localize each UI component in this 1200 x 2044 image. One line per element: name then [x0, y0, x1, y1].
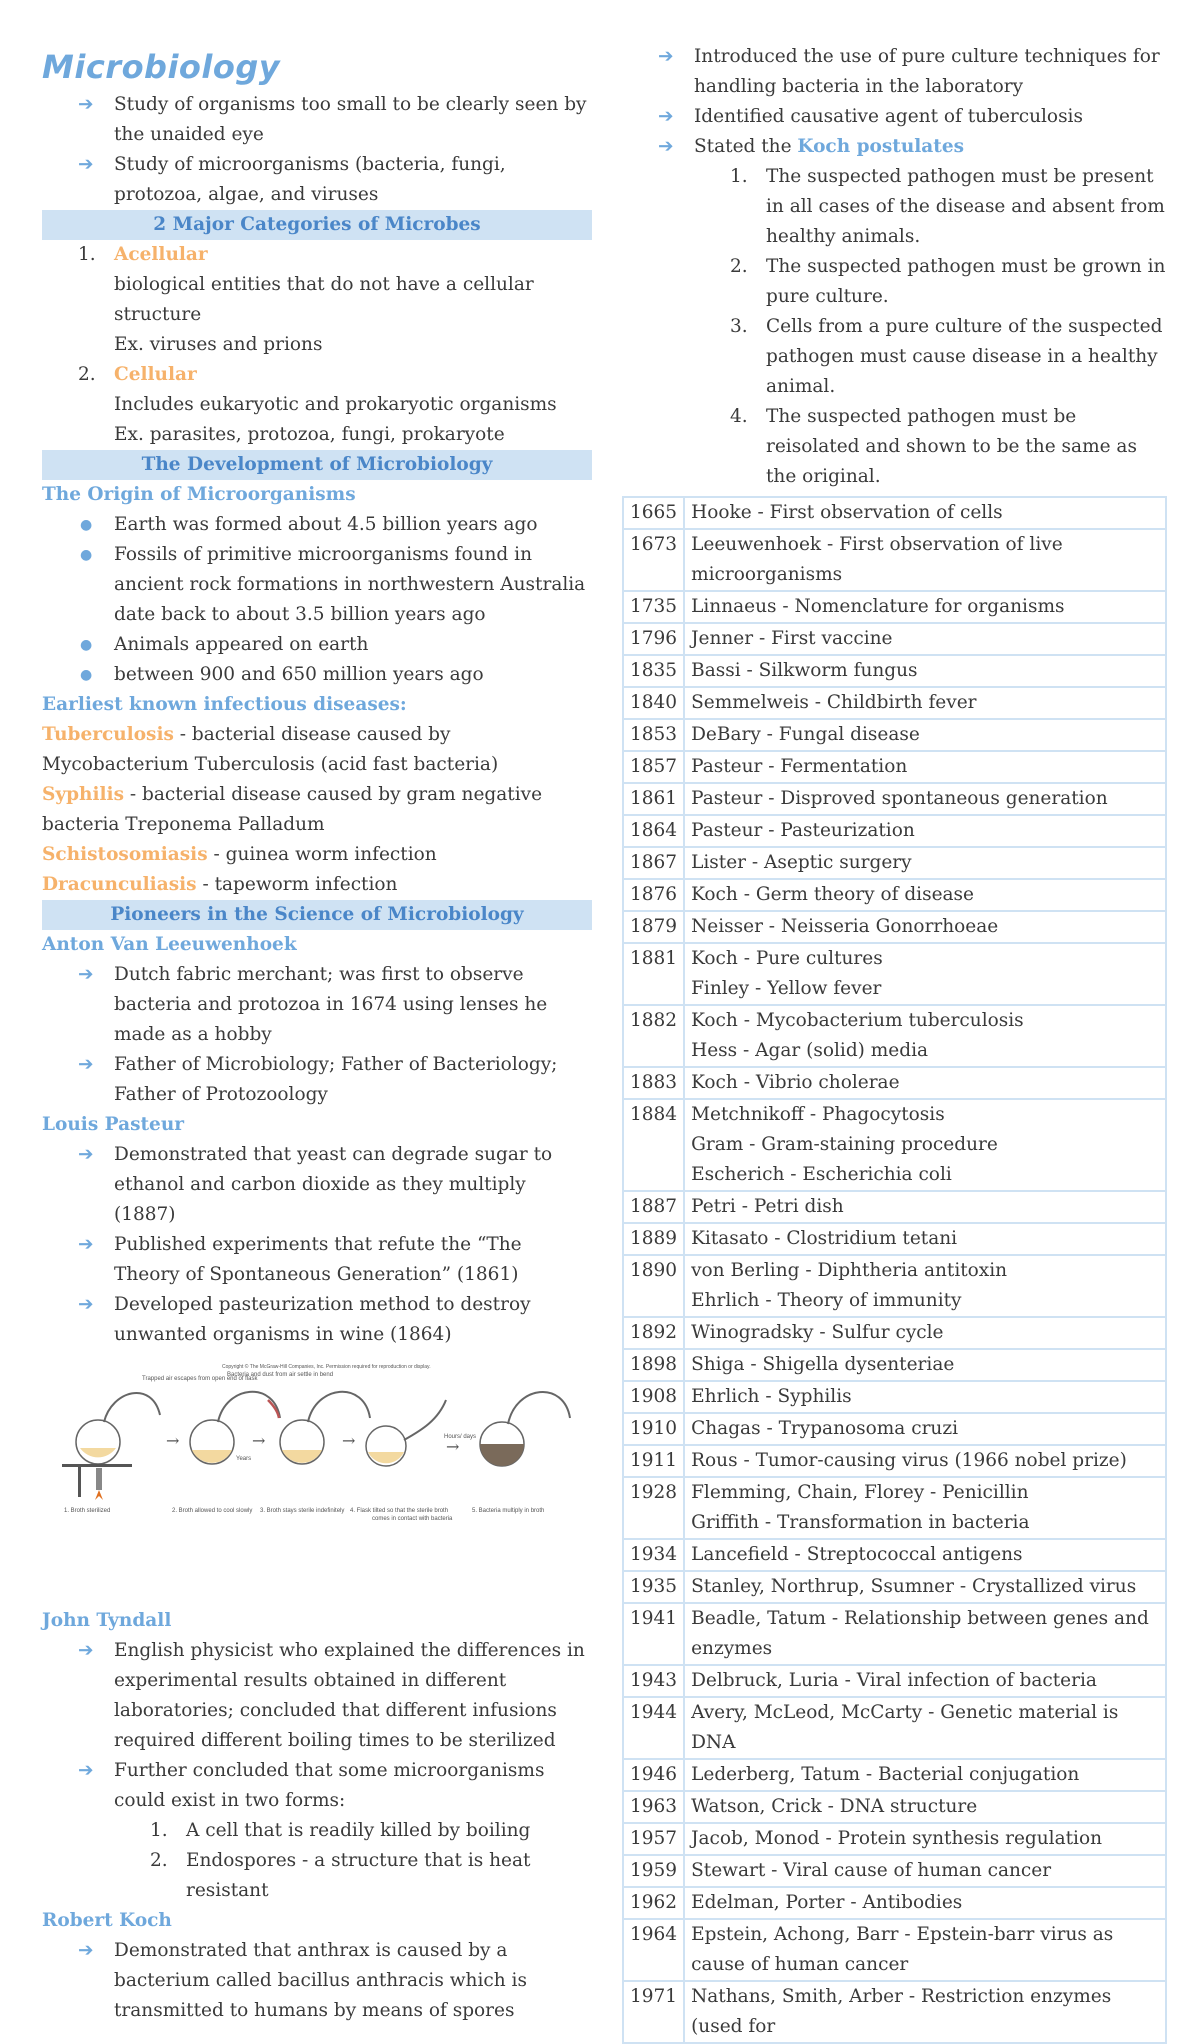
- timeline-events: [684, 1759, 1166, 1791]
- left-column: [42, 0, 592, 2026]
- disease-entry: Syphilis - bacterial disease caused by gram negative bacteria Treponema Palladum: [42, 784, 543, 835]
- figure-step-label: 3. Broth stays sterile indefinitely: [260, 1508, 345, 1514]
- figure-note-air: Trapped air escapes from open end of flask: [142, 1376, 258, 1382]
- table-row: [623, 1603, 1166, 1665]
- figure-step-label: 5. Bacteria multiply in broth: [472, 1508, 545, 1514]
- arrow-right-icon: ➔: [78, 1940, 94, 1961]
- timeline-events: [684, 591, 1166, 623]
- timeline-year: 1796: [623, 623, 684, 655]
- timeline-event: Beadle, Tatum - Relationship between genes and enzymes: [691, 1608, 1149, 1659]
- timeline-year: 1963: [623, 1791, 684, 1823]
- category-desc: biological entities that do not have a cellular structure: [114, 274, 534, 325]
- timeline-event: Petri - Petri dish: [691, 1196, 844, 1217]
- timeline-event: Neisser - Neisseria Gonorrhoeae: [691, 916, 999, 937]
- arrow-icon: →: [342, 1431, 356, 1450]
- category-example: Ex. viruses and prions: [114, 334, 323, 355]
- timeline-events: [684, 1855, 1166, 1887]
- table-row: [623, 1191, 1166, 1223]
- timeline-event: Lancefield - Streptococcal antigens: [691, 1544, 1023, 1565]
- timeline-event: Lederberg, Tatum - Bacterial conjugation: [691, 1764, 1080, 1785]
- timeline-year: 1941: [623, 1603, 684, 1665]
- timeline-events: [684, 1791, 1166, 1823]
- timeline-year: 1943: [623, 1665, 684, 1697]
- timeline-event: Flemming, Chain, Florey - Penicillin: [691, 1482, 1029, 1503]
- arrow-right-icon: ➔: [78, 964, 94, 985]
- table-row: [623, 1759, 1166, 1791]
- koch-postulates-label: Koch postulates: [797, 136, 965, 157]
- timeline-event: Griffith - Transformation in bacteria: [691, 1512, 1030, 1533]
- timeline-year: 1889: [623, 1223, 684, 1255]
- table-row: [623, 1919, 1166, 1981]
- timeline-event: Epstein, Achong, Barr - Epstein-barr virus as cause of human cancer: [691, 1924, 1114, 1975]
- timeline-events: [684, 1413, 1166, 1445]
- table-row: [623, 1381, 1166, 1413]
- timeline-event: Pasteur - Fermentation: [691, 756, 908, 777]
- timeline-event: Hooke - First observation of cells: [691, 502, 1003, 523]
- timeline-event: Shiga - Shigella dysenteriae: [691, 1354, 955, 1375]
- timeline-year: 1962: [623, 1887, 684, 1919]
- timeline-events: [684, 1445, 1166, 1477]
- section-heading: Pioneers in the Science of Microbiology: [42, 900, 592, 930]
- timeline-year: 1882: [623, 1005, 684, 1067]
- subsection-heading: The Origin of Microorganisms: [42, 484, 356, 505]
- timeline-events: [684, 847, 1166, 879]
- arrow-right-icon: ➔: [78, 1760, 94, 1781]
- timeline-year: 1908: [623, 1381, 684, 1413]
- disease-entry: Tuberculosis - bacterial disease caused by Mycobacterium Tuberculosis (acid fast bacteria): [42, 724, 499, 775]
- table-row: [623, 1571, 1166, 1603]
- timeline-event: Jenner - First vaccine: [691, 628, 893, 649]
- timeline-event: Hess - Agar (solid) media: [691, 1040, 929, 1061]
- list-item: ➔ Published experiments that refute the “The Theory of Spontaneous Generation” (1861): [42, 1230, 592, 1290]
- timeline-events: [684, 1823, 1166, 1855]
- arrow-icon: →: [166, 1431, 180, 1450]
- list-item: 1. A cell that is readily killed by boiling: [150, 1820, 531, 1841]
- list-item: 2. Endospores - a structure that is heat resistant: [150, 1850, 531, 1901]
- figure-years-label: Years: [236, 1456, 252, 1462]
- timeline-event: Escherich - Escherichia coli: [691, 1164, 952, 1185]
- timeline-year: 1946: [623, 1759, 684, 1791]
- table-row: [623, 1665, 1166, 1697]
- timeline-events: [684, 943, 1166, 1005]
- arrow-right-icon: ➔: [78, 154, 94, 175]
- list-item: 1. Acellular: [78, 244, 208, 265]
- timeline-year: 1673: [623, 529, 684, 591]
- timeline-year: 1881: [623, 943, 684, 1005]
- dot-icon: ●: [80, 637, 93, 653]
- list-item: 2. The suspected pathogen must be grown in pure culture.: [730, 256, 1166, 307]
- table-row: [623, 1005, 1166, 1067]
- timeline-event: Rous - Tumor-causing virus (1966 nobel prize): [691, 1450, 1127, 1471]
- flask-icon: [480, 1392, 570, 1466]
- table-row: [623, 847, 1166, 879]
- timeline-events: [684, 1381, 1166, 1413]
- pioneer-name: Louis Pasteur: [42, 1114, 185, 1135]
- timeline-year: 1879: [623, 911, 684, 943]
- arrow-right-icon: ➔: [78, 1054, 94, 1075]
- timeline-year: 1959: [623, 1855, 684, 1887]
- table-row: [623, 1099, 1166, 1191]
- timeline-year: 1928: [623, 1477, 684, 1539]
- table-row: [623, 1887, 1166, 1919]
- timeline-events: [684, 687, 1166, 719]
- timeline-year: 1876: [623, 879, 684, 911]
- figure-step-label: 2. Broth allowed to cool slowly: [172, 1508, 253, 1514]
- timeline-year: 1864: [623, 815, 684, 847]
- dot-icon: ●: [80, 547, 93, 563]
- figure-hours-label: Hours/ days: [444, 1434, 477, 1440]
- table-row: [623, 1539, 1166, 1571]
- timeline-event: Nathans, Smith, Arber - Restriction enzymes (used for: [691, 1986, 1112, 2037]
- arrow-right-icon: ➔: [78, 94, 94, 115]
- disease-entry: Schistosomiasis - guinea worm infection: [42, 844, 437, 865]
- timeline-events: [684, 1571, 1166, 1603]
- figure-step-label: 1. Broth sterilized: [64, 1508, 111, 1514]
- list-item: ● Animals appeared on earth: [42, 630, 592, 660]
- timeline-year: 1867: [623, 847, 684, 879]
- list-item: ➔ Dutch fabric merchant; was first to observe bacteria and protozoa in 1674 using lenses he made as a hobby: [42, 960, 592, 1050]
- timeline-year: 1835: [623, 655, 684, 687]
- timeline-events: [684, 1317, 1166, 1349]
- figure-copyright: Copyright © The McGraw-Hill Companies, Inc. Permission required for reproduction or display.: [222, 1364, 431, 1370]
- timeline-events: [684, 1255, 1166, 1317]
- timeline-year: 1964: [623, 1919, 684, 1981]
- pioneer-name: Anton Van Leeuwenhoek: [42, 934, 297, 955]
- list-item: ● between 900 and 650 million years ago: [42, 660, 592, 690]
- table-row: [623, 1981, 1166, 2043]
- arrow-right-icon: ➔: [658, 46, 674, 67]
- flask-icon: [62, 1393, 160, 1500]
- timeline-events: [684, 1539, 1166, 1571]
- timeline-event: Pasteur - Pasteurization: [691, 820, 915, 841]
- list-item: 4. The suspected pathogen must be reisolated and shown to be the same as the original.: [730, 406, 1137, 487]
- table-row: [623, 1697, 1166, 1759]
- timeline-year: 1887: [623, 1191, 684, 1223]
- timeline-event: Bassi - Silkworm fungus: [691, 660, 918, 681]
- timeline-events: [684, 1919, 1166, 1981]
- table-row: [623, 1477, 1166, 1539]
- table-row: [623, 1445, 1166, 1477]
- timeline-year: 1892: [623, 1317, 684, 1349]
- timeline-events: [684, 1005, 1166, 1067]
- table-row: [623, 655, 1166, 687]
- timeline-year: 1840: [623, 687, 684, 719]
- flask-icon: [190, 1392, 280, 1464]
- figure-step-label: 4. Flask tilted so that the sterile broth: [350, 1508, 449, 1514]
- timeline-events: [684, 1603, 1166, 1665]
- timeline-events: [684, 1477, 1166, 1539]
- swan-neck-flask-figure: [42, 1360, 592, 1530]
- timeline-events: [684, 1665, 1166, 1697]
- list-item: ➔ Introduced the use of pure culture techniques for handling bacteria in the laboratory: [622, 42, 1167, 102]
- table-row: [623, 1349, 1166, 1381]
- table-row: [623, 591, 1166, 623]
- timeline-year: 1665: [623, 497, 684, 529]
- table-row: [623, 623, 1166, 655]
- category-example: Ex. parasites, protozoa, fungi, prokaryote: [114, 424, 505, 445]
- category-desc: Includes eukaryotic and prokaryotic organisms: [114, 394, 557, 415]
- disease-entry: Dracunculiasis - tapeworm infection: [42, 874, 398, 895]
- timeline-event: Edelman, Porter - Antibodies: [691, 1892, 963, 1913]
- timeline-event: Chagas - Trypanosoma cruzi: [691, 1418, 958, 1439]
- figure-note-dust: Bacteria and dust from air settle in bend: [227, 1372, 334, 1378]
- pioneer-name: John Tyndall: [42, 1610, 172, 1631]
- table-row: [623, 943, 1166, 1005]
- list-item: 3. Cells from a pure culture of the suspected pathogen must cause disease in a healthy animal.: [730, 316, 1163, 397]
- timeline-year: 1861: [623, 783, 684, 815]
- arrow-icon: →: [252, 1431, 266, 1450]
- timeline-events: [684, 1223, 1166, 1255]
- subsection-heading: Earliest known infectious diseases:: [42, 694, 407, 715]
- timeline-event: von Berling - Diphtheria antitoxin: [691, 1260, 1008, 1281]
- list-item: ➔ Study of organisms too small to be clearly seen by the unaided eye: [42, 90, 592, 150]
- arrow-right-icon: ➔: [78, 1294, 94, 1315]
- timeline-event: Stanley, Northrup, Ssumner - Crystallized virus: [691, 1576, 1137, 1597]
- table-row: [623, 529, 1166, 591]
- timeline-events: [684, 1099, 1166, 1191]
- table-row: [623, 1413, 1166, 1445]
- list-item: ➔ Identified causative agent of tuberculosis: [622, 102, 1167, 132]
- timeline-events: [684, 655, 1166, 687]
- list-item: ➔ Father of Microbiology; Father of Bacteriology; Father of Protozoology: [42, 1050, 592, 1110]
- timeline-events: [684, 783, 1166, 815]
- list-item: 2. Cellular: [78, 364, 197, 385]
- category-name: Acellular: [114, 244, 208, 265]
- timeline-events: [684, 1191, 1166, 1223]
- list-item: ● Fossils of primitive microorganisms found in ancient rock formations in northwestern Australia date back to about 3.5 billion years ago: [42, 540, 592, 630]
- timeline-events: [684, 911, 1166, 943]
- timeline-events: [684, 815, 1166, 847]
- timeline-year: 1971: [623, 1981, 684, 2043]
- page-title: Microbiology: [42, 48, 281, 86]
- flask-diagram: [42, 1360, 592, 1530]
- section-heading: 2 Major Categories of Microbes: [42, 210, 592, 240]
- flask-icon: [280, 1392, 370, 1464]
- list-item: ➔ Demonstrated that anthrax is caused by a bacterium called bacillus anthracis which is transmitted to humans by means of spores: [42, 1936, 592, 2026]
- timeline-event: Ehrlich - Syphilis: [691, 1386, 852, 1407]
- timeline-event: Delbruck, Luria - Viral infection of bacteria: [691, 1670, 1097, 1691]
- table-row: [623, 1255, 1166, 1317]
- figure-step-label-cont: comes in contact with bacteria: [372, 1516, 453, 1522]
- arrow-right-icon: ➔: [78, 1234, 94, 1255]
- flask-icon: [366, 1400, 446, 1466]
- arrow-icon: →: [446, 1437, 460, 1456]
- table-row: [623, 1855, 1166, 1887]
- timeline-year: 1735: [623, 591, 684, 623]
- timeline-year: 1934: [623, 1539, 684, 1571]
- arrow-right-icon: ➔: [658, 136, 674, 157]
- timeline-year: 1957: [623, 1823, 684, 1855]
- table-row: [623, 1317, 1166, 1349]
- right-column: [622, 0, 1167, 2044]
- category-name: Cellular: [114, 364, 197, 385]
- timeline-events: [684, 1981, 1166, 2043]
- timeline-year: 1944: [623, 1697, 684, 1759]
- timeline-table: [622, 496, 1167, 2044]
- timeline-year: 1853: [623, 719, 684, 751]
- section-heading: The Development of Microbiology: [42, 450, 592, 480]
- timeline-year: 1884: [623, 1099, 684, 1191]
- timeline-year: 1883: [623, 1067, 684, 1099]
- list-item: 1. The suspected pathogen must be present in all cases of the disease and absent from healthy animals.: [730, 166, 1165, 247]
- timeline-events: [684, 879, 1166, 911]
- table-row: [623, 687, 1166, 719]
- timeline-events: [684, 719, 1166, 751]
- list-item: ➔ Stated the Koch postulates: [622, 132, 1167, 162]
- timeline-event: Pasteur - Disproved spontaneous generation: [691, 788, 1108, 809]
- timeline-event: Leeuwenhoek - First observation of live microorganisms: [691, 534, 1063, 585]
- table-row: [623, 879, 1166, 911]
- timeline-event: Semmelweis - Childbirth fever: [691, 692, 977, 713]
- timeline-year: 1910: [623, 1413, 684, 1445]
- table-row: [623, 751, 1166, 783]
- timeline-event: Finley - Yellow fever: [691, 978, 882, 999]
- table-row: [623, 911, 1166, 943]
- timeline-events: [684, 529, 1166, 591]
- timeline-event: Watson, Crick - DNA structure: [691, 1796, 978, 1817]
- dot-icon: ●: [80, 667, 93, 683]
- timeline-event: Winogradsky - Sulfur cycle: [691, 1322, 944, 1343]
- timeline-events: [684, 623, 1166, 655]
- timeline-event: Stewart - Viral cause of human cancer: [691, 1860, 1052, 1881]
- timeline-event: Gram - Gram-staining procedure: [691, 1134, 998, 1155]
- timeline-event: Koch - Germ theory of disease: [691, 884, 974, 905]
- table-row: [623, 815, 1166, 847]
- table-row: [623, 783, 1166, 815]
- timeline-events: [684, 1697, 1166, 1759]
- timeline-events: [684, 751, 1166, 783]
- timeline-events: [684, 1887, 1166, 1919]
- list-item: ● Earth was formed about 4.5 billion years ago: [42, 510, 592, 540]
- timeline-event: Lister - Aseptic surgery: [691, 852, 912, 873]
- timeline-year: 1857: [623, 751, 684, 783]
- list-item: ➔ Study of microorganisms (bacteria, fungi, protozoa, algae, and viruses: [42, 150, 592, 210]
- timeline-event: Avery, McLeod, McCarty - Genetic material is DNA: [691, 1702, 1119, 1753]
- timeline-events: [684, 1067, 1166, 1099]
- arrow-right-icon: ➔: [78, 1144, 94, 1165]
- timeline-event: Koch - Vibrio cholerae: [691, 1072, 900, 1093]
- pioneer-name: Robert Koch: [42, 1910, 172, 1931]
- table-row: [623, 1067, 1166, 1099]
- table-row: [623, 497, 1166, 529]
- timeline-event: Metchnikoff - Phagocytosis: [691, 1104, 945, 1125]
- arrow-right-icon: ➔: [78, 1640, 94, 1661]
- timeline-event: Linnaeus - Nomenclature for organisms: [691, 596, 1065, 617]
- timeline-event: Ehrlich - Theory of immunity: [691, 1290, 962, 1311]
- table-row: [623, 1791, 1166, 1823]
- list-item: ➔ Further concluded that some microorganisms could exist in two forms:: [42, 1756, 592, 1816]
- timeline-events: [684, 497, 1166, 529]
- timeline-year: 1898: [623, 1349, 684, 1381]
- timeline-events: [684, 1349, 1166, 1381]
- table-row: [623, 1223, 1166, 1255]
- table-row: [623, 719, 1166, 751]
- table-row: [623, 1823, 1166, 1855]
- timeline-event: DeBary - Fungal disease: [691, 724, 920, 745]
- timeline-year: 1890: [623, 1255, 684, 1317]
- timeline-year: 1911: [623, 1445, 684, 1477]
- arrow-right-icon: ➔: [658, 106, 674, 127]
- timeline-year: 1935: [623, 1571, 684, 1603]
- timeline-event: Jacob, Monod - Protein synthesis regulation: [691, 1828, 1102, 1849]
- list-item: ➔ Developed pasteurization method to destroy unwanted organisms in wine (1864): [42, 1290, 592, 1350]
- timeline-event: Kitasato - Clostridium tetani: [691, 1228, 958, 1249]
- list-item: ➔ English physicist who explained the differences in experimental results obtained in different laboratories; concluded that different infusions required different boiling times to be sterilized: [42, 1636, 592, 1756]
- list-item: ➔ Demonstrated that yeast can degrade sugar to ethanol and carbon dioxide as they multiply (1887): [42, 1140, 592, 1230]
- timeline-event: Koch - Mycobacterium tuberculosis: [691, 1010, 1024, 1031]
- timeline-event: Koch - Pure cultures: [691, 948, 883, 969]
- dot-icon: ●: [80, 517, 93, 533]
